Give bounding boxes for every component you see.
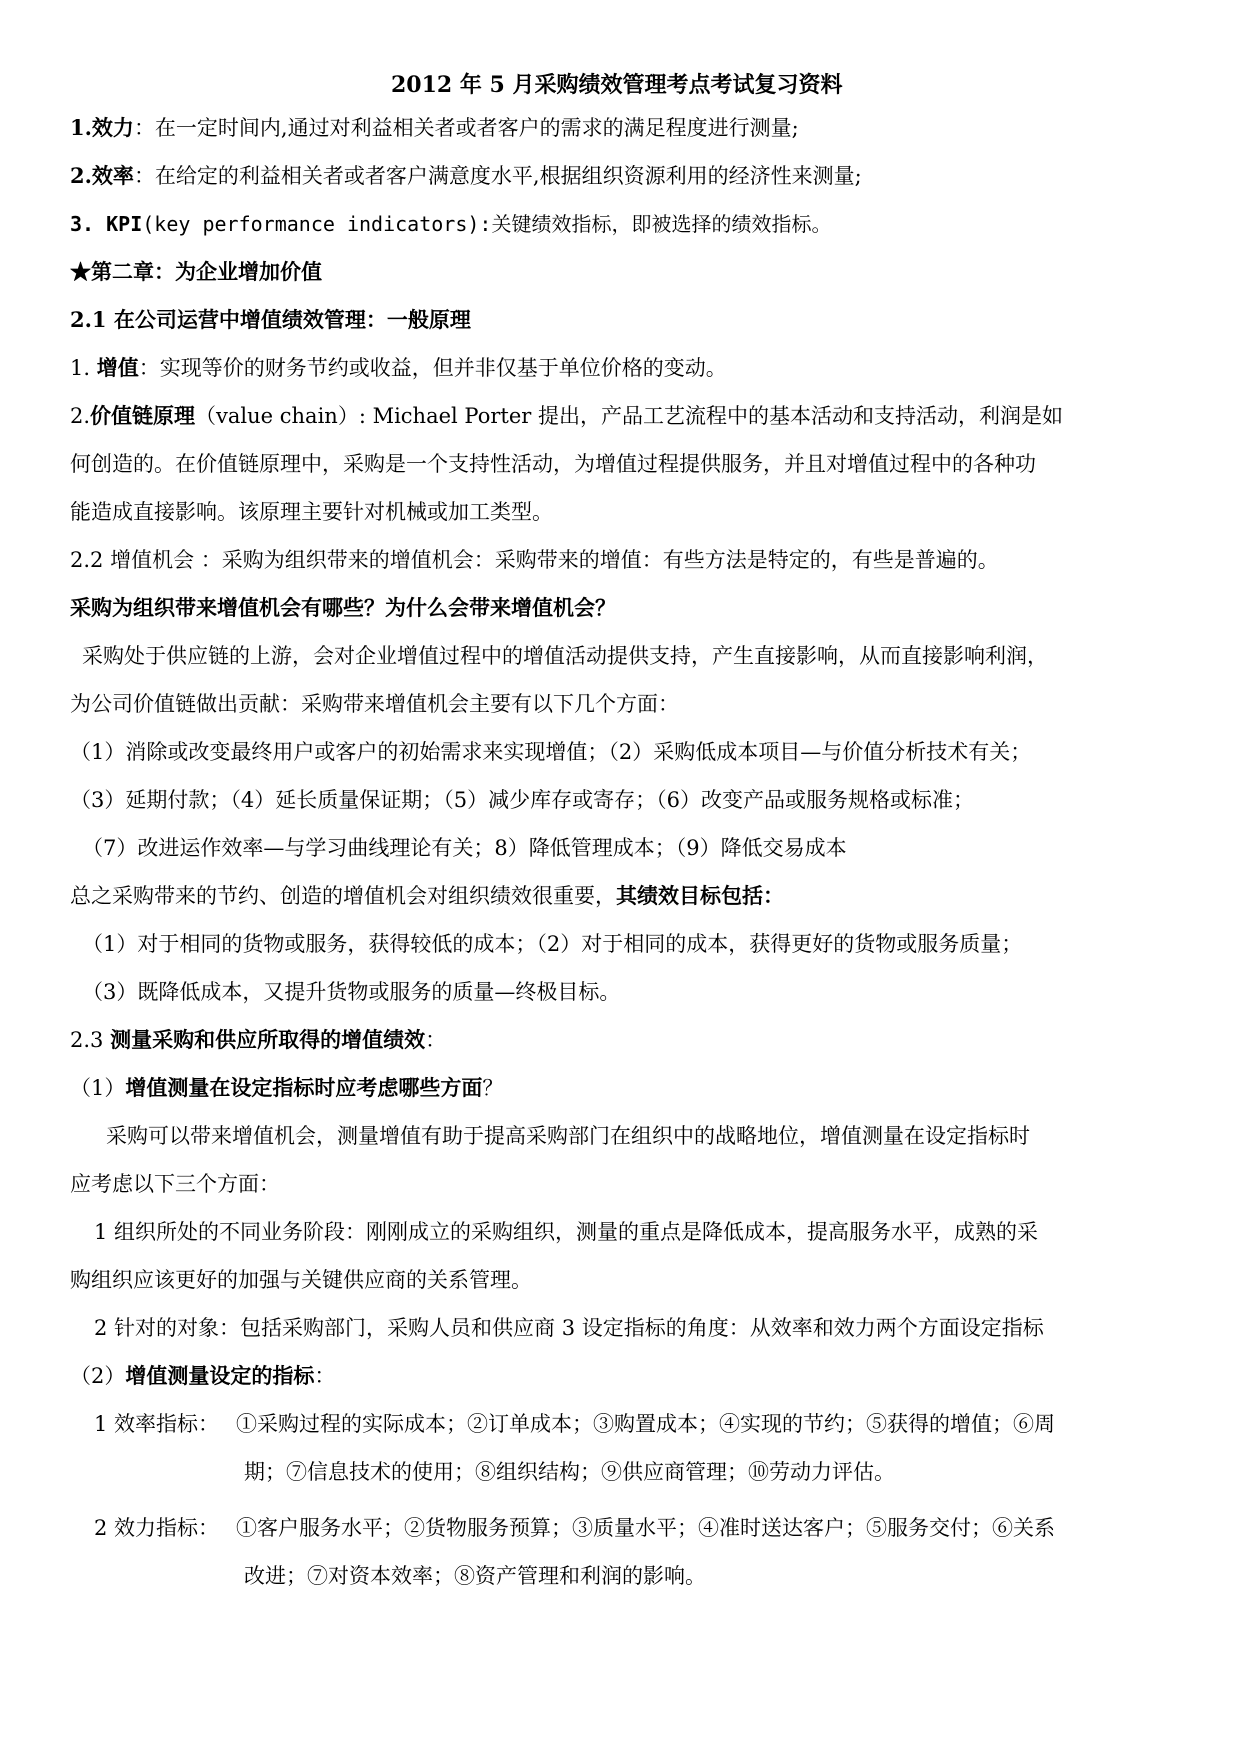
- value-chain-line-1: [70, 401, 1063, 431]
- definition-label: 1.效力: [70, 115, 134, 140]
- paragraph-line-1: 采购可以带来增值机会，测量增值有助于提高采购部门在组织中的战略地位，增值测量在设定指标时: [106, 1124, 1030, 1148]
- item-number: 1.: [70, 356, 97, 380]
- value-added-definition: [70, 353, 727, 383]
- effectiveness-indicators-line-1: ①客户服务水平；②货物服务预算；③质量水平；④准时送达客户；⑤服务交付；⑥关系: [236, 1516, 1055, 1540]
- definition-text: ：在一定时间内,通过对利益相关者或者客户的需求的满足程度进行测量;: [133, 116, 799, 140]
- section-heading-2-1: 2.1 在公司运营中增值绩效管理：一般原理: [70, 307, 471, 332]
- efficiency-indicators-line-2: 期；⑦信息技术的使用；⑧组织结构；⑨供应商管理；⑩劳动力评估。: [244, 1460, 895, 1484]
- value-chain-line-2: 何创造的。在价值链原理中，采购是一个支持性活动，为增值过程提供服务，并且对增值过程中的各种功: [70, 452, 1036, 476]
- definition-effectiveness: [70, 113, 799, 143]
- summary-line: [70, 881, 784, 911]
- definition-label: 3. KPI: [70, 212, 143, 236]
- section-heading-2-3: [70, 1025, 446, 1055]
- question-heading: 采购为组织带来增值机会有哪些？为什么会带来增值机会？: [70, 595, 616, 620]
- effectiveness-indicators-label: 2 效力指标：: [94, 1516, 220, 1540]
- subquestion-title: 增值测量在设定指标时应考虑哪些方面: [125, 1075, 483, 1100]
- efficiency-indicators-line-1: ①采购过程的实际成本；②订单成本；③购置成本；④实现的节约；⑤获得的增值；⑥周: [236, 1412, 1055, 1436]
- section-heading-2-2: 2.2 增值机会 ：采购为组织带来的增值机会：采购带来的增值：有些方法是特定的，有些是普遍的。: [70, 548, 999, 572]
- efficiency-indicators-label: 1 效率指标：: [94, 1412, 220, 1436]
- aspect-2-line-1: 2 针对的对象：包括采购部门，采购人员和供应商 3 设定指标的角度：从效率和效力两个方面设定指标: [94, 1316, 1044, 1340]
- chapter-heading: ★第二章：为企业增加价值: [70, 259, 322, 284]
- term-label: 增值: [96, 355, 139, 380]
- list-line-3: （7）改进运作效率—与学习曲线理论有关；8）降低管理成本；（9）降低交易成本: [82, 836, 847, 860]
- answer-line-2: 为公司价值链做出贡献：采购带来增值机会主要有以下几个方面：: [70, 692, 679, 716]
- summary-bold: 其绩效目标包括：: [616, 883, 784, 908]
- list-line-2: （3）延期付款；（4）延长质量保证期；（5）减少库存或寄存；（6）改变产品或服务规格或标准；: [70, 788, 974, 812]
- definition-kpi: [70, 209, 831, 239]
- term-text: ：实现等价的财务节约或收益，但并非仅基于单位价格的变动。: [138, 356, 727, 380]
- definition-text: ：在给定的利益相关者或者客户满意度水平,根据组织资源利用的经济性来测量;: [133, 164, 862, 188]
- answer-line-1: 采购处于供应链的上游，会对企业增值过程中的增值活动提供支持，产生直接影响，从而直接影响利润，: [82, 644, 1048, 668]
- item-number: 2.: [70, 404, 91, 428]
- definition-label: 2.效率: [70, 163, 134, 188]
- aspect-1-line-1: 1 组织所处的不同业务阶段：刚刚成立的采购组织，测量的重点是降低成本，提高服务水平，成熟的采: [94, 1220, 1039, 1244]
- section-title-tail: ：: [425, 1028, 447, 1052]
- subquestion-number: （2）: [70, 1364, 126, 1388]
- effectiveness-indicators-line-2: 改进；⑦对资本效率；⑧资产管理和利润的影响。: [244, 1564, 706, 1588]
- summary-text: 总之采购带来的节约、创造的增值机会对组织绩效很重要，: [70, 884, 616, 908]
- definition-text: (key performance indicators):关键绩效指标，即被选择的绩效指标。: [142, 212, 832, 236]
- subquestion-tail: ？: [482, 1076, 504, 1100]
- subquestion-number: （1）: [70, 1076, 126, 1100]
- goal-line-1: （1）对于相同的货物或服务，获得较低的成本；（2）对于相同的成本，获得更好的货物或服务质量；: [82, 932, 1023, 956]
- subquestion-1: [70, 1073, 503, 1103]
- aspect-1-line-2: 购组织应该更好的加强与关键供应商的关系管理。: [70, 1268, 532, 1292]
- term-text: （value chain）: Michael Porter 提出，产品工艺流程中的基本活动和支持活动，利润是如: [195, 404, 1063, 428]
- section-number: 2.3: [70, 1028, 111, 1052]
- section-title: 测量采购和供应所取得的增值绩效: [110, 1027, 426, 1052]
- value-chain-line-3: 能造成直接影响。该原理主要针对机械或加工类型。: [70, 500, 553, 524]
- subquestion-title: 增值测量设定的指标: [125, 1363, 315, 1388]
- definition-efficiency: [70, 161, 862, 191]
- subquestion-tail: ：: [314, 1364, 336, 1388]
- goal-line-2: （3）既降低成本，又提升货物或服务的质量—终极目标。: [82, 980, 621, 1004]
- list-line-1: （1）消除或改变最终用户或客户的初始需求来实现增值；（2）采购低成本项目—与价值分析技术有关；: [70, 740, 1032, 764]
- subquestion-2: [70, 1361, 335, 1391]
- page-title: 2012 年 5 月采购绩效管理考点考试复习资料: [391, 72, 843, 98]
- paragraph-line-2: 应考虑以下三个方面：: [70, 1172, 280, 1196]
- term-label: 价值链原理: [90, 403, 196, 428]
